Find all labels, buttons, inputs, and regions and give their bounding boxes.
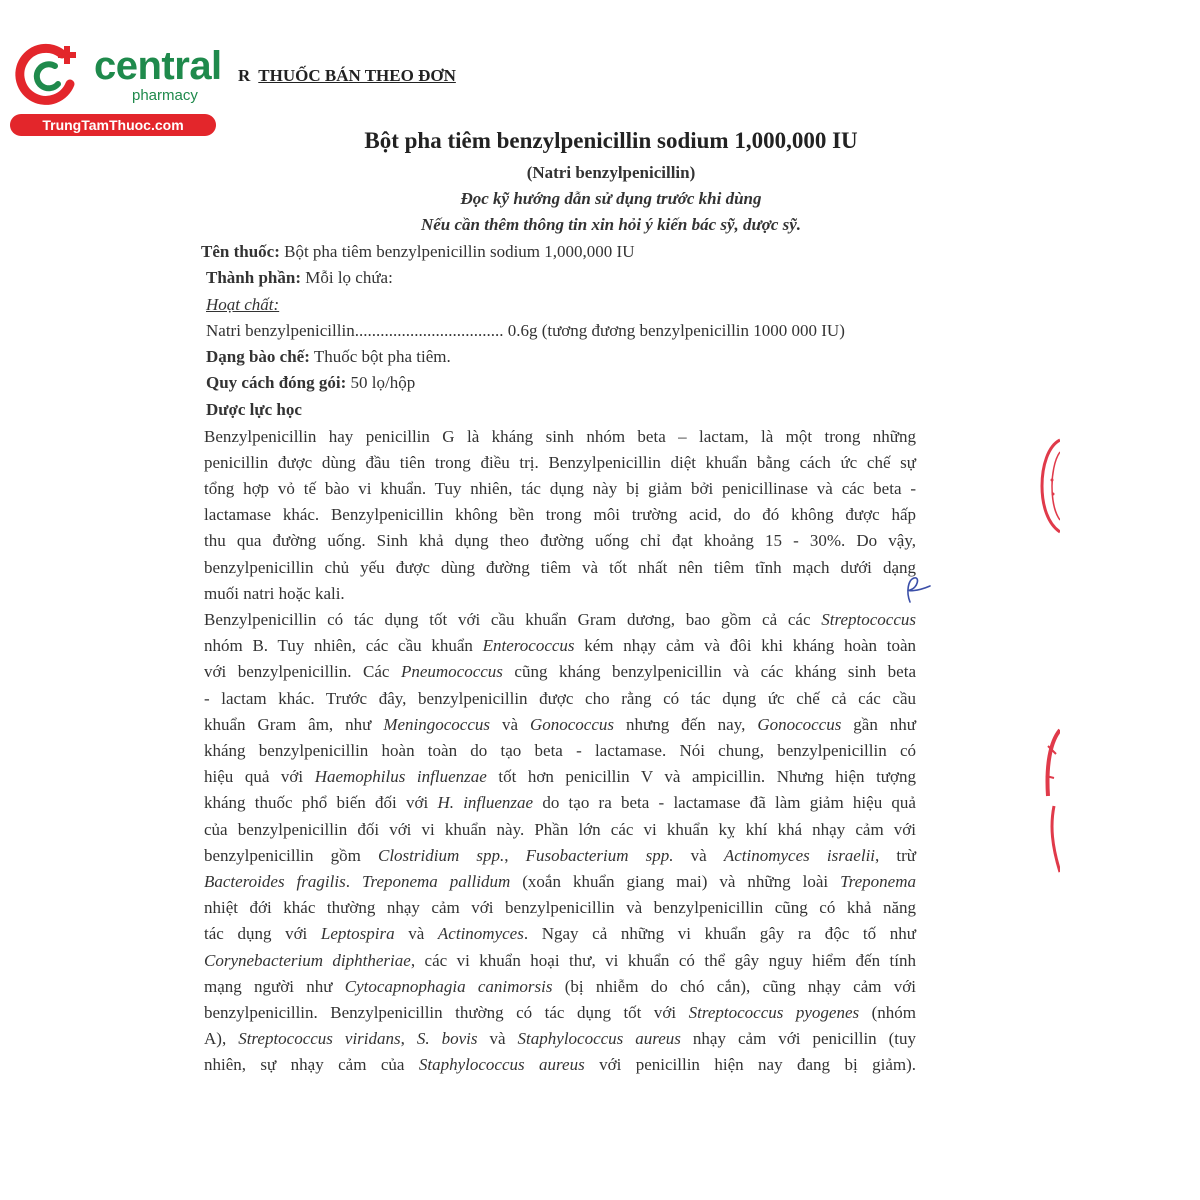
drug-name-row — [201, 242, 634, 262]
central-pharmacy-logo — [8, 36, 222, 136]
rx-symbol: R — [238, 66, 251, 85]
para2-line: nhóm B. Tuy nhiên, các cầu khuẩn Enterococcus kém nhạy cảm và đôi khi kháng hoàn toàn — [204, 636, 916, 655]
packaging-row — [206, 373, 415, 393]
prescription-header — [238, 66, 456, 86]
para2-line: của benzylpenicillin đối với vi khuẩn này. Phần lớn các vi khuẩn kỵ khí khá nhạy cảm với — [204, 820, 916, 839]
para2-line: Corynebacterium diphtheriae, các vi khuẩn hoại thư, vi khuẩn có thể gây nguy hiểm đến tính — [204, 951, 916, 970]
active-ingredient-heading: Hoạt chất: — [206, 295, 280, 314]
para1-line: thu qua đường uống. Sinh khả dụng theo đường uống chỉ đạt khoảng 15 - 30%. Do vậy, — [204, 531, 916, 550]
composition-label: Thành phần: — [206, 268, 301, 287]
para2-line: khuẩn Gram âm, như Meningococcus và Gonococcus nhưng đến nay, Gonococcus gần như — [204, 715, 917, 734]
drug-name-value: Bột pha tiêm benzylpenicillin sodium 1,000,000 IU — [284, 242, 635, 261]
para1-line: penicillin được dùng đầu tiên trong điều trị. Benzylpenicillin diệt khuẩn bằng cách ức chế sự — [204, 453, 916, 472]
para1-line: benzylpenicillin chủ yếu được dùng đường tiêm và tốt nhất nên tiêm tĩnh mạch dưới dạng — [204, 558, 916, 577]
logo-wordmark: central — [94, 44, 222, 88]
warning-note-2: Nếu cần thêm thông tin xin hỏi ý kiến bác sỹ, dược sỹ. — [420, 215, 802, 234]
drug-name-label: Tên thuốc: — [201, 242, 280, 261]
composition-value: Mỗi lọ chứa: — [305, 268, 393, 287]
para2-line: với benzylpenicillin. Các Pneumococcus cũng kháng benzylpenicillin và các kháng sinh beta — [204, 662, 916, 681]
logo-site-badge: TrungTamThuoc.com — [10, 114, 216, 136]
para2-line: mạng người như Cytocapnophagia canimorsis (bị nhiễm do chó cắn), cũng nhạy cảm với — [204, 977, 916, 996]
red-stamp-fragment-top — [1030, 436, 1060, 536]
para2-line: hiệu quả với Haemophilus influenzae tốt hơn penicillin V và ampicillin. Nhưng hiện tượng — [204, 767, 916, 786]
para2-line: benzylpenicillin gồm Clostridium spp., Fusobacterium spp. và Actinomyces israelii, trừ — [204, 846, 917, 865]
para2-line: A), Streptococcus viridans, S. bovis và Staphylococcus aureus nhạy cảm với penicillin (tuy — [204, 1029, 917, 1048]
dosage-form-row — [206, 347, 451, 367]
para2-line: benzylpenicillin. Benzylpenicillin thường có tác dụng tốt với Streptococcus pyogenes (nhóm — [204, 1003, 917, 1022]
para2-line: nhiệt đới khác thường nhạy cảm với benzylpenicillin và benzylpenicillin cũng có khả năng — [204, 898, 916, 917]
para1-line: Benzylpenicillin hay penicillin G là kháng sinh nhóm beta – lactam, là một trong những — [204, 427, 916, 446]
para2-line: kháng thuốc phổ biến đối với H. influenzae do tạo ra beta - lactamase đã làm giảm hiệu quả — [204, 793, 916, 812]
dosage-form-label: Dạng bào chế: — [206, 347, 310, 366]
document-title: Bột pha tiêm benzylpenicillin sodium 1,000,000 IU — [364, 128, 858, 153]
composition-row — [206, 268, 393, 288]
para1-line: lactamase khác. Benzylpenicillin không bền trong môi trường acid, do đó không được hấp — [204, 505, 916, 524]
para2-line: tác dụng với Leptospira và Actinomyces. Ngay cả những vi khuẩn gây ra độc tố như — [204, 924, 916, 943]
pharmacodynamics-heading: Dược lực học — [206, 400, 302, 419]
para2-line: Bacteroides fragilis. Treponema pallidum (xoắn khuẩn giang mai) và những loài Treponema — [204, 872, 916, 891]
rx-text: THUỐC BÁN THEO ĐƠN — [258, 66, 456, 85]
packaging-label: Quy cách đóng gói: — [206, 373, 347, 392]
para2-line: - lactam khác. Trước đây, benzylpenicillin được cho rằng có tác dụng ức chế cả các cầu — [204, 689, 916, 708]
packaging-value: 50 lọ/hộp — [350, 373, 416, 392]
para1-line: muối natri hoặc kali. — [204, 584, 345, 603]
red-stamp-fragment-bottom — [1030, 726, 1060, 876]
warning-note-1: Đọc kỹ hướng dẫn sử dụng trước khi dùng — [460, 189, 762, 208]
para1-line: tổng hợp vỏ tế bào vi khuẩn. Tuy nhiên, tác dụng này bị giảm bởi penicillinase và các beta - — [204, 479, 916, 498]
dosage-form-value: Thuốc bột pha tiêm. — [313, 347, 451, 366]
pharmacy-logo-icon — [12, 40, 84, 112]
para2-line: kháng benzylpenicillin hoàn toàn do tạo beta - lactamase. Nói chung, benzylpenicillin có — [204, 741, 916, 760]
para2-line: nhiên, sự nhạy cảm của Staphylococcus aureus với penicillin hiện nay đang bị giảm). — [204, 1055, 916, 1074]
document-subtitle: (Natri benzylpenicillin) — [526, 163, 696, 182]
ingredient-line: Natri benzylpenicillin................................... 0.6g (tương đương benzylpenicillin 1000 000 IU) — [206, 321, 845, 340]
para2-line: Benzylpenicillin có tác dụng tốt với cầu khuẩn Gram dương, bao gồm cả các Streptococcus — [204, 610, 916, 629]
logo-subtitle: pharmacy — [132, 87, 198, 104]
signature-mark — [896, 574, 932, 606]
